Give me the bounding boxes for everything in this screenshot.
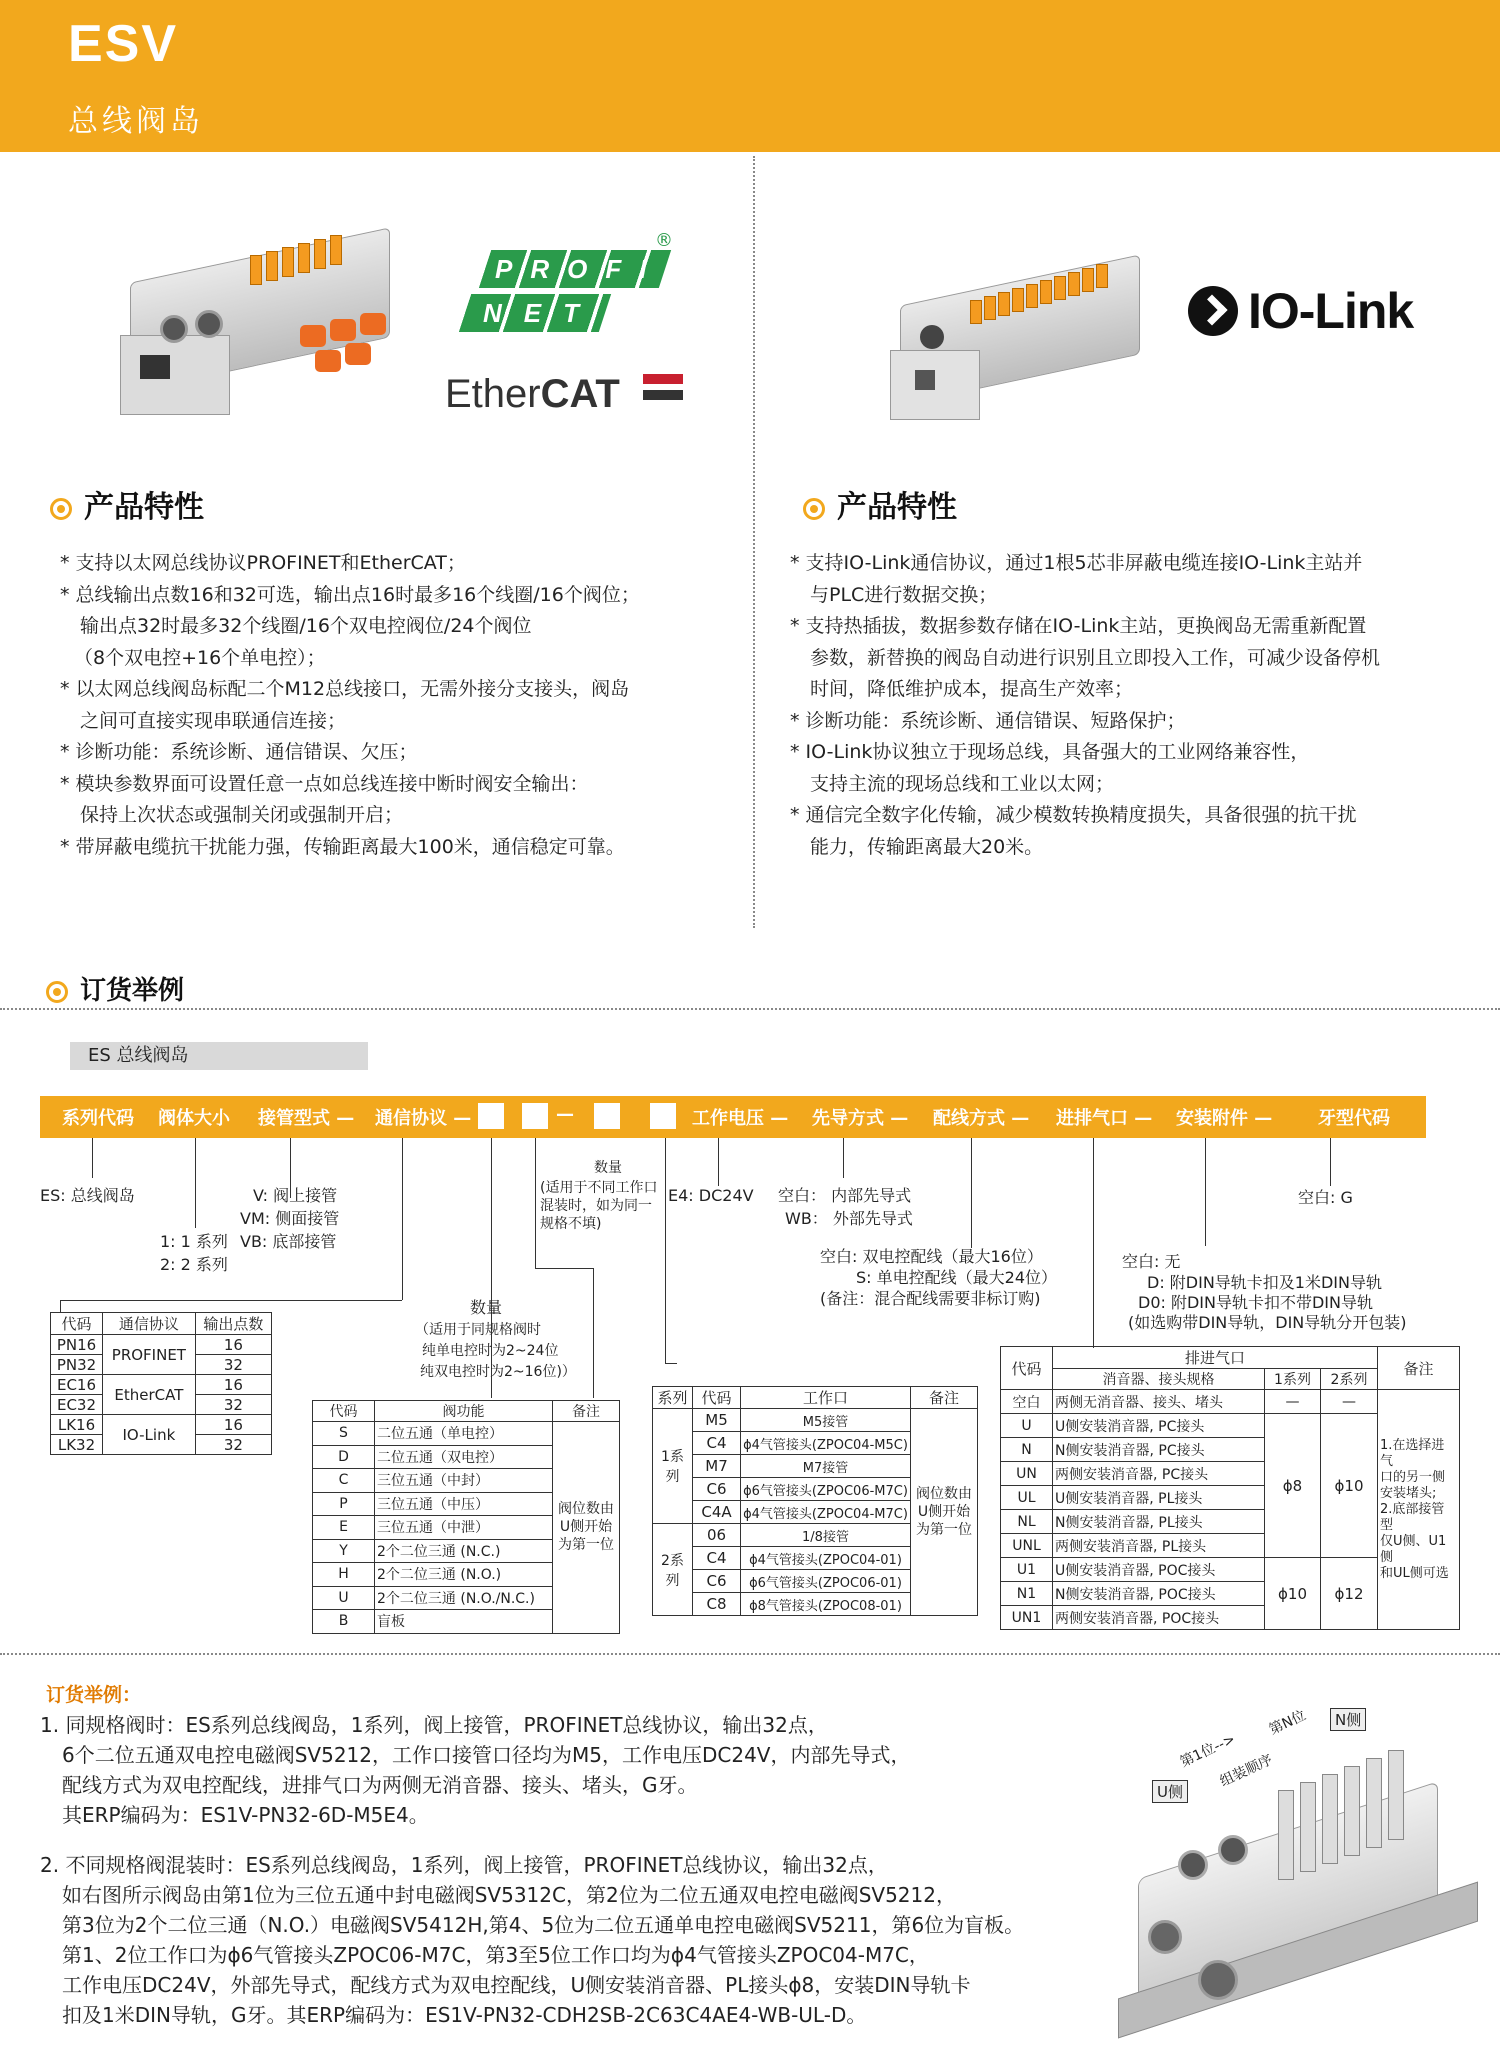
table-cell: ϕ10 — [1321, 1414, 1378, 1558]
table-cell: 三位五通（中压） — [375, 1492, 553, 1516]
table-cell: C4 — [693, 1432, 741, 1455]
table-cell: LK32 — [51, 1435, 103, 1455]
series-bar: ES 总线阀岛 — [70, 1042, 368, 1070]
feature-line: * 模块参数界面可设置任意一点如总线连接中断时阀安全输出： — [60, 772, 589, 795]
qty-mixed-title: 数量 — [594, 1160, 622, 1176]
feature-line: * 支持IO-Link通信协议，通过1根5芯非屏蔽电缆连接IO-Link主站并 — [790, 552, 1363, 574]
bullet-ring-icon — [50, 498, 72, 520]
table-cell: E — [313, 1516, 375, 1540]
table-cell: 消音器、接头规格 — [1053, 1369, 1265, 1390]
table-cell: EC16 — [51, 1375, 103, 1395]
table-cell: 代码 — [693, 1387, 741, 1409]
table-cell: C6 — [693, 1570, 741, 1593]
table-cell: 排进气口 — [1053, 1347, 1378, 1369]
table-cell: 2个二位三通 (N.O.) — [375, 1563, 553, 1587]
examples-divider — [0, 1653, 1500, 1655]
port-table — [652, 1386, 978, 1616]
table-cell: U — [1001, 1414, 1053, 1438]
table-cell: 两侧安装消音器, PL接头 — [1053, 1534, 1265, 1558]
table-cell: M7接管 — [741, 1455, 911, 1478]
feature-line: 支持主流的现场总线和工业以太网； — [810, 772, 1115, 795]
table-cell: 2系列 — [1321, 1369, 1378, 1390]
code-field: 阀体大小 — [158, 1108, 230, 1129]
table-cell: 两侧安装消音器, POC接头 — [1053, 1606, 1265, 1630]
table-cell: 空白 — [1001, 1390, 1053, 1414]
right-features-heading: 产品特性 — [803, 482, 957, 526]
ordering-heading: 订货举例 — [46, 970, 184, 1007]
table-cell: U1 — [1001, 1558, 1053, 1582]
n-side-tag: N侧 — [1330, 1708, 1366, 1731]
page-title: ESV — [68, 15, 179, 73]
product-image-ethernet — [100, 215, 420, 425]
table-cell: U — [313, 1586, 375, 1610]
table-cell: 工作口 — [741, 1387, 911, 1409]
table-cell: M7 — [693, 1455, 741, 1478]
iolink-emblem-icon — [1188, 286, 1238, 336]
qty-same-line: （适用于同规格阀时 — [415, 1322, 541, 1338]
code-bar — [40, 1096, 1426, 1138]
code-field: 配线方式 — — [933, 1108, 1030, 1129]
table-cell: N1 — [1001, 1582, 1053, 1606]
table-cell: 盲板 — [375, 1610, 553, 1634]
table-cell: 1/8接管 — [741, 1524, 911, 1547]
examples-heading: 订货举例： — [46, 1684, 142, 1706]
table-cell: — — [1265, 1390, 1321, 1414]
code-field: 工作电压 — — [692, 1108, 789, 1129]
table-cell: EtherCAT — [102, 1375, 195, 1415]
piping-vm: VM: 侧面接管 — [240, 1209, 340, 1228]
table-cell: 输出点数 — [195, 1313, 271, 1335]
mounting-d0: D0: 附DIN导轨卡扣不带DIN导轨 — [1138, 1293, 1373, 1312]
protocol-table — [50, 1312, 272, 1455]
example-2: 2. 不同规格阀混装时：ES系列总线阀岛，1系列，阀上接管，PROFINET总线协议，输出32点， 如右图所示阀岛由第1位为三位五通中封电磁阀SV5312C，第2位为二位五通双电控电磁阀SV5212， 第3位为2个二位三通（N.O.）电磁阀SV5412H,第4、5位为二位五通单电控电磁阀SV5211，第6位为盲板。 第1、2位工作口为ϕ6气管接头ZPOC06-M7C，第3至5位工作口均为ϕ4气管接头ZPOC04-M7C， 工作电压DC24V，外部先导式，配线方式为双电控配线，U侧安装消音器、PL接头ϕ8，安装DIN导轨卡 扣及1米DIN导轨，G牙。其ERP编码为：ES1V-PN32-CDH2SB-2C63C4AE4-WB-UL-D。 — [40, 1853, 1025, 2027]
table-cell: 通信协议 — [102, 1313, 195, 1335]
port-note: 阀位数由U侧开始为第一位 — [911, 1409, 978, 1616]
feature-line: 输出点32时最多32个线圈/16个双电控阀位/24个阀位 — [80, 615, 532, 637]
table-cell: 代码 — [313, 1401, 375, 1422]
code-field: 通信协议 — — [375, 1108, 472, 1129]
table-cell: 二位五通（单电控） — [375, 1422, 553, 1446]
voltage-text: E4: DC24V — [668, 1186, 754, 1205]
table-cell: N侧安装消音器, POC接头 — [1053, 1582, 1265, 1606]
wiring-note: (备注：混合配线需要非标订购) — [820, 1289, 1041, 1308]
table-cell: EC32 — [51, 1395, 103, 1415]
table-cell: M5 — [693, 1409, 741, 1432]
table-cell: 2个二位三通 (N.C.) — [375, 1539, 553, 1563]
table-cell: 16 — [195, 1375, 271, 1395]
bullet-ring-icon — [803, 498, 825, 520]
table-cell: ϕ6气管接头(ZPOC06-M7C) — [741, 1478, 911, 1501]
column-divider — [753, 156, 755, 928]
product-image-iolink — [880, 230, 1150, 430]
feature-line: * 诊断功能：系统诊断、通信错误、欠压； — [60, 741, 418, 763]
feature-line: 保持上次状态或强制关闭或强制开启； — [80, 804, 404, 826]
code-field: 系列代码 — [62, 1108, 134, 1129]
qty-same-title: 数量 — [470, 1298, 503, 1317]
table-cell: 系列 — [653, 1387, 693, 1409]
table-cell: N — [1001, 1438, 1053, 1462]
feature-line: 与PLC进行数据交换； — [810, 583, 998, 606]
table-cell: 1系列 — [653, 1409, 693, 1524]
table-cell: 16 — [195, 1335, 271, 1355]
assembly-order-label: 组装顺序 — [1217, 1751, 1276, 1790]
profinet-logo: PROFI NET ® — [455, 250, 675, 340]
table-cell: PN32 — [51, 1355, 103, 1375]
code-box — [478, 1103, 504, 1129]
mounting-none: 空白: 无 — [1122, 1252, 1181, 1271]
table-cell: 代码 — [1001, 1347, 1053, 1390]
table-cell: PROFINET — [102, 1335, 195, 1375]
table-cell: U侧安装消音器, PC接头 — [1053, 1414, 1265, 1438]
table-cell: 代码 — [51, 1313, 103, 1335]
table-cell: D — [313, 1445, 375, 1469]
qty-mixed-line: 混装时，如为同一 — [540, 1198, 652, 1214]
table-cell: 二位五通（双电控） — [375, 1445, 553, 1469]
table-cell: P — [313, 1492, 375, 1516]
table-cell: 16 — [195, 1415, 271, 1435]
piping-v: V: 阀上接管 — [253, 1186, 338, 1205]
table-cell: B — [313, 1610, 375, 1634]
feature-line: * IO-Link协议独立于现场总线，具备强大的工业网络兼容性， — [790, 741, 1310, 763]
ethercat-logo: EtherCAT — [445, 372, 685, 422]
table-cell: 2个二位三通 (N.O./N.C.) — [375, 1586, 553, 1610]
code-box — [650, 1103, 676, 1129]
table-cell: M5接管 — [741, 1409, 911, 1432]
table-cell: — — [1321, 1390, 1378, 1414]
table-cell: ϕ10 — [1265, 1558, 1321, 1630]
table-cell: ϕ4气管接头(ZPOC04-M5C) — [741, 1432, 911, 1455]
table-cell: 06 — [693, 1524, 741, 1547]
table-cell: 备注 — [1378, 1347, 1460, 1390]
code-box — [594, 1103, 620, 1129]
feature-line: * 支持热插拔，数据参数存储在IO-Link主站，更换阀岛无需重新配置 — [790, 615, 1367, 637]
table-cell: C4 — [693, 1547, 741, 1570]
qty-mixed-line: (适用于不同工作口 — [540, 1180, 658, 1196]
table-cell: Y — [313, 1539, 375, 1563]
body-size-2: 2: 2 系列 — [160, 1255, 228, 1274]
right-features-list — [790, 548, 1480, 863]
table-cell: 2系列 — [653, 1524, 693, 1616]
table-cell: 三位五通（中封） — [375, 1469, 553, 1493]
qty-mixed-line: 规格不填) — [540, 1216, 602, 1232]
code-field: 安装附件 — — [1176, 1108, 1273, 1129]
feature-line: * 以太网总线阀岛标配二个M12总线接口，无需外接分支接头，阀岛 — [60, 678, 630, 700]
code-box — [522, 1103, 548, 1129]
table-cell: IO-Link — [102, 1415, 195, 1455]
table-cell: UL — [1001, 1486, 1053, 1510]
thread-text: 空白: G — [1298, 1188, 1353, 1207]
assembly-illustration — [1118, 1700, 1488, 2050]
code-field: 进排气口 — — [1056, 1108, 1153, 1129]
feature-line: * 诊断功能：系统诊断、通信错误、短路保护； — [790, 709, 1186, 732]
table-cell: UNL — [1001, 1534, 1053, 1558]
table-cell: N侧安装消音器, PC接头 — [1053, 1438, 1265, 1462]
table-cell: NL — [1001, 1510, 1053, 1534]
feature-line: 之间可直接实现串联通信连接； — [80, 709, 347, 732]
table-cell: 32 — [195, 1435, 271, 1455]
feature-line: 时间，降低维护成本，提高生产效率； — [810, 678, 1134, 700]
table-cell: UN1 — [1001, 1606, 1053, 1630]
table-cell: 阀功能 — [375, 1401, 553, 1422]
feature-line: （8个双电控+16个单电控）； — [74, 646, 326, 669]
table-cell: ϕ8 — [1265, 1414, 1321, 1558]
bullet-ring-icon — [46, 981, 68, 1003]
table-cell: C — [313, 1469, 375, 1493]
table-cell: C6 — [693, 1478, 741, 1501]
left-features-heading: 产品特性 — [50, 482, 204, 526]
table-cell: 32 — [195, 1355, 271, 1375]
table-cell: C8 — [693, 1593, 741, 1616]
code-field: — — [556, 1104, 574, 1125]
feature-line: 能力，传输距离最大20米。 — [810, 835, 1044, 858]
example-1: 1. 同规格阀时：ES系列总线阀岛，1系列，阀上接管，PROFINET总线协议，输出32点， 6个二位五通双电控电磁阀SV5212，工作口接管口径均为M5，工作电压DC24V，内部先导式， 配线方式为双电控配线，进排气口为两侧无消音器、接头、堵头，G牙。 其ERP编码为：ES1V-PN32-6D-M5E4。 — [40, 1713, 911, 1827]
feature-line: * 总线输出点数16和32可选，输出点16时最多16个线圈/16个阀位； — [60, 583, 640, 606]
first-position-label: 第1位--> — [1177, 1731, 1238, 1771]
iolink-logo: IO-Link — [1188, 282, 1448, 342]
piping-vb: VB: 底部接管 — [240, 1232, 337, 1251]
table-cell: LK16 — [51, 1415, 103, 1435]
table-cell: 两侧无消音器、接头、堵头 — [1053, 1390, 1265, 1414]
feature-line: 参数，新替换的阀岛自动进行识别且立即投入工作，可减少设备停机 — [810, 646, 1381, 669]
code-field: 接管型式 — — [258, 1108, 355, 1129]
table-cell: 两侧安装消音器, PC接头 — [1053, 1462, 1265, 1486]
series-code-text: ES: 总线阀岛 — [40, 1186, 135, 1205]
table-cell: ϕ8气管接头(ZPOC08-01) — [741, 1593, 911, 1616]
table-cell: ϕ4气管接头(ZPOC04-01) — [741, 1547, 911, 1570]
exhaust-note: 1.在选择进气 口的另一侧 安装堵头; 2.底部接管型 仅U侧、U1侧 和UL侧可选 — [1378, 1390, 1460, 1630]
wiring-single: S: 单电控配线（最大24位） — [856, 1268, 1057, 1287]
table-cell: ϕ4气管接头(ZPOC04-M7C) — [741, 1501, 911, 1524]
ordering-divider — [0, 1008, 1500, 1010]
nth-position-label: 第N位 — [1266, 1707, 1309, 1739]
valve-function-table — [312, 1400, 620, 1634]
table-cell: 1系列 — [1265, 1369, 1321, 1390]
feature-line: * 带屏蔽电缆抗干扰能力强，传输距离最大100米，通信稳定可靠。 — [60, 835, 625, 858]
table-cell: U侧安装消音器, PL接头 — [1053, 1486, 1265, 1510]
pilot-internal: 空白： 内部先导式 — [778, 1186, 912, 1205]
code-field: 先导方式 — — [812, 1108, 909, 1129]
mounting-d: D: 附DIN导轨卡扣及1米DIN导轨 — [1147, 1273, 1382, 1292]
feature-line: * 通信完全数字化传输，减少模数转换精度损失，具备很强的抗干扰 — [790, 804, 1357, 826]
body-size-1: 1: 1 系列 — [160, 1232, 228, 1251]
header-band — [0, 0, 1500, 152]
table-cell: 备注 — [911, 1387, 978, 1409]
qty-same-line: 纯单电控时为2~24位 — [422, 1343, 559, 1359]
table-cell: 三位五通（中泄） — [375, 1516, 553, 1540]
u-side-tag: U侧 — [1152, 1780, 1188, 1803]
page-subtitle: 总线阀岛 — [68, 104, 204, 139]
table-cell: 32 — [195, 1395, 271, 1415]
table-cell: U侧安装消音器, POC接头 — [1053, 1558, 1265, 1582]
qty-same-line: 纯双电控时为2~16位)） — [420, 1364, 576, 1380]
table-cell: ϕ6气管接头(ZPOC06-01) — [741, 1570, 911, 1593]
function-note: 阀位数由U侧开始为第一位 — [553, 1422, 620, 1634]
pilot-external: WB： 外部先导式 — [785, 1209, 913, 1228]
table-cell: N侧安装消音器, PL接头 — [1053, 1510, 1265, 1534]
mounting-note: (如选购带DIN导轨，DIN导轨分开包装) — [1128, 1313, 1407, 1332]
table-cell: ϕ12 — [1321, 1558, 1378, 1630]
exhaust-port-table — [1000, 1346, 1460, 1630]
wiring-double: 空白: 双电控配线（最大16位） — [820, 1247, 1043, 1266]
table-cell: C4A — [693, 1501, 741, 1524]
table-cell: S — [313, 1422, 375, 1446]
table-cell: UN — [1001, 1462, 1053, 1486]
table-cell: H — [313, 1563, 375, 1587]
left-features-list — [60, 548, 740, 863]
feature-line: * 支持以太网总线协议PROFINET和EtherCAT； — [60, 552, 466, 574]
table-cell: PN16 — [51, 1335, 103, 1355]
table-cell: 备注 — [553, 1401, 620, 1422]
code-field: 牙型代码 — [1318, 1108, 1390, 1129]
